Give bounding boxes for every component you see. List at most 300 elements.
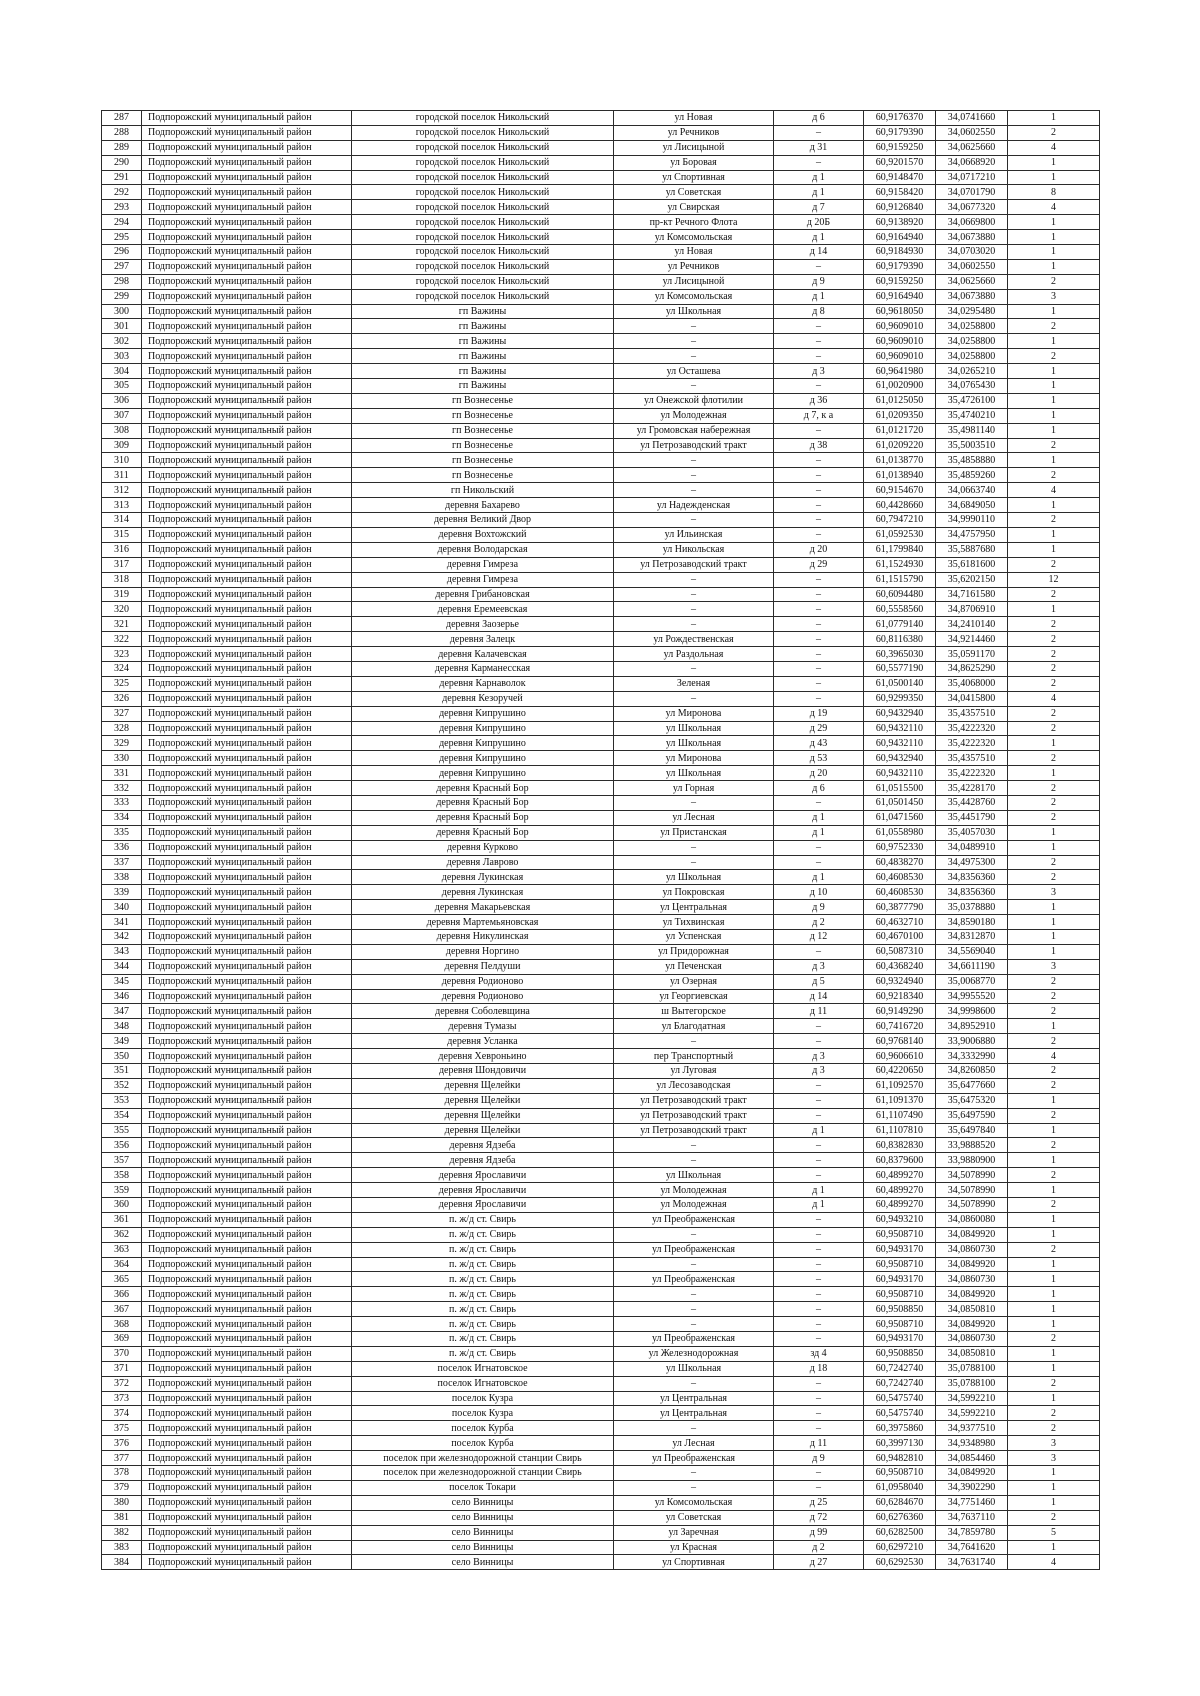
street-cell: ул Луговая — [614, 1064, 774, 1079]
table-row — [102, 364, 1100, 379]
table-row — [102, 885, 1100, 900]
street-cell: ул Лисицыной — [614, 140, 774, 155]
longitude-cell: 34,0602550 — [936, 259, 1008, 274]
table-row — [102, 393, 1100, 408]
house-cell: д 43 — [774, 736, 864, 751]
row-number: 293 — [102, 200, 142, 215]
count-cell: 2 — [1008, 513, 1100, 528]
house-cell: д 6 — [774, 111, 864, 126]
house-cell: д 20Б — [774, 215, 864, 230]
locality-cell: село Винницы — [352, 1540, 614, 1555]
locality-cell: городской поселок Никольский — [352, 230, 614, 245]
table-row — [102, 751, 1100, 766]
table-row — [102, 483, 1100, 498]
latitude-cell: 61,0779140 — [864, 617, 936, 632]
locality-cell: деревня Вохтожский — [352, 527, 614, 542]
count-cell: 2 — [1008, 587, 1100, 602]
street-cell: ул Спортивная — [614, 170, 774, 185]
district-cell: Подпорожский муниципальный район — [142, 125, 352, 140]
table-row — [102, 200, 1100, 215]
count-cell: 1 — [1008, 840, 1100, 855]
district-cell: Подпорожский муниципальный район — [142, 1480, 352, 1495]
locality-cell: п. ж/д ст. Свирь — [352, 1302, 614, 1317]
table-row — [102, 736, 1100, 751]
table-row — [102, 1302, 1100, 1317]
locality-cell: деревня Родионово — [352, 974, 614, 989]
longitude-cell: 35,4357510 — [936, 706, 1008, 721]
latitude-cell: 60,9126840 — [864, 200, 936, 215]
table-row — [102, 557, 1100, 572]
table-row — [102, 423, 1100, 438]
house-cell: – — [774, 453, 864, 468]
count-cell: 2 — [1008, 1034, 1100, 1049]
street-cell: – — [614, 1466, 774, 1481]
house-cell: – — [774, 1391, 864, 1406]
latitude-cell: 60,9324940 — [864, 974, 936, 989]
latitude-cell: 60,9609010 — [864, 319, 936, 334]
house-cell: – — [774, 1227, 864, 1242]
street-cell: – — [614, 1153, 774, 1168]
count-cell: 1 — [1008, 1495, 1100, 1510]
table-row — [102, 468, 1100, 483]
row-number: 378 — [102, 1466, 142, 1481]
street-cell: – — [614, 1421, 774, 1436]
longitude-cell: 34,0850810 — [936, 1302, 1008, 1317]
longitude-cell: 34,3902290 — [936, 1480, 1008, 1495]
street-cell: ул Лесозаводская — [614, 1078, 774, 1093]
count-cell: 2 — [1008, 1108, 1100, 1123]
count-cell: 4 — [1008, 1049, 1100, 1064]
latitude-cell: 60,9176370 — [864, 111, 936, 126]
table-row — [102, 1346, 1100, 1361]
street-cell: – — [614, 855, 774, 870]
locality-cell: деревня Красный Бор — [352, 810, 614, 825]
district-cell: Подпорожский муниципальный район — [142, 1466, 352, 1481]
table-row — [102, 1317, 1100, 1332]
latitude-cell: 60,9493210 — [864, 1212, 936, 1227]
locality-cell: поселок Кузра — [352, 1406, 614, 1421]
count-cell: 2 — [1008, 974, 1100, 989]
longitude-cell: 34,0703020 — [936, 245, 1008, 260]
row-number: 372 — [102, 1376, 142, 1391]
locality-cell: городской поселок Никольский — [352, 185, 614, 200]
row-number: 341 — [102, 915, 142, 930]
locality-cell: городской поселок Никольский — [352, 155, 614, 170]
count-cell: 1 — [1008, 736, 1100, 751]
house-cell: – — [774, 647, 864, 662]
locality-cell: городской поселок Никольский — [352, 140, 614, 155]
district-cell: Подпорожский муниципальный район — [142, 676, 352, 691]
table-row — [102, 929, 1100, 944]
district-cell: Подпорожский муниципальный район — [142, 706, 352, 721]
street-cell: ул Комсомольская — [614, 289, 774, 304]
latitude-cell: 60,5558560 — [864, 602, 936, 617]
locality-cell: деревня Пелдуши — [352, 959, 614, 974]
latitude-cell: 60,3975860 — [864, 1421, 936, 1436]
longitude-cell: 34,9990110 — [936, 513, 1008, 528]
table-row — [102, 1272, 1100, 1287]
count-cell: 1 — [1008, 1287, 1100, 1302]
count-cell: 2 — [1008, 125, 1100, 140]
locality-cell: деревня Красный Бор — [352, 781, 614, 796]
latitude-cell: 60,4608530 — [864, 885, 936, 900]
street-cell: – — [614, 1480, 774, 1495]
table-row — [102, 1466, 1100, 1481]
table-row — [102, 602, 1100, 617]
district-cell: Подпорожский муниципальный район — [142, 825, 352, 840]
table-row — [102, 661, 1100, 676]
latitude-cell: 61,0209220 — [864, 438, 936, 453]
count-cell: 4 — [1008, 691, 1100, 706]
count-cell: 1 — [1008, 170, 1100, 185]
row-number: 288 — [102, 125, 142, 140]
district-cell: Подпорожский муниципальный район — [142, 364, 352, 379]
count-cell: 2 — [1008, 1198, 1100, 1213]
street-cell: ул Преображенская — [614, 1212, 774, 1227]
row-number: 309 — [102, 438, 142, 453]
district-cell: Подпорожский муниципальный район — [142, 1555, 352, 1570]
latitude-cell: 60,7947210 — [864, 513, 936, 528]
longitude-cell: 34,7631740 — [936, 1555, 1008, 1570]
latitude-cell: 61,0138770 — [864, 453, 936, 468]
longitude-cell: 34,0741660 — [936, 111, 1008, 126]
longitude-cell: 34,6849050 — [936, 498, 1008, 513]
house-cell: д 20 — [774, 766, 864, 781]
row-number: 369 — [102, 1332, 142, 1347]
row-number: 315 — [102, 527, 142, 542]
street-cell: – — [614, 468, 774, 483]
locality-cell: поселок Игнатовское — [352, 1376, 614, 1391]
row-number: 307 — [102, 408, 142, 423]
count-cell: 1 — [1008, 915, 1100, 930]
row-number: 384 — [102, 1555, 142, 1570]
street-cell: ул Лесная — [614, 1436, 774, 1451]
locality-cell: деревня Заозерье — [352, 617, 614, 632]
row-number: 301 — [102, 319, 142, 334]
locality-cell: п. ж/д ст. Свирь — [352, 1332, 614, 1347]
locality-cell: деревня Ядзеба — [352, 1138, 614, 1153]
table-row — [102, 1004, 1100, 1019]
table-row — [102, 691, 1100, 706]
table-row — [102, 1064, 1100, 1079]
count-cell: 1 — [1008, 453, 1100, 468]
house-cell: – — [774, 602, 864, 617]
table-row — [102, 408, 1100, 423]
house-cell: – — [774, 1287, 864, 1302]
district-cell: Подпорожский муниципальный район — [142, 513, 352, 528]
locality-cell: п. ж/д ст. Свирь — [352, 1287, 614, 1302]
locality-cell: деревня Макарьевская — [352, 900, 614, 915]
table-row — [102, 513, 1100, 528]
house-cell: – — [774, 483, 864, 498]
table-row — [102, 587, 1100, 602]
street-cell: – — [614, 572, 774, 587]
longitude-cell: 34,0701790 — [936, 185, 1008, 200]
latitude-cell: 61,0471560 — [864, 810, 936, 825]
count-cell: 2 — [1008, 1510, 1100, 1525]
district-cell: Подпорожский муниципальный район — [142, 602, 352, 617]
district-cell: Подпорожский муниципальный район — [142, 572, 352, 587]
district-cell: Подпорожский муниципальный район — [142, 1317, 352, 1332]
longitude-cell: 35,4357510 — [936, 751, 1008, 766]
street-cell: ул Школьная — [614, 721, 774, 736]
locality-cell: село Винницы — [352, 1555, 614, 1570]
count-cell: 1 — [1008, 1346, 1100, 1361]
table-row — [102, 840, 1100, 855]
longitude-cell: 34,0625660 — [936, 140, 1008, 155]
street-cell: ул Онежской флотилии — [614, 393, 774, 408]
district-cell: Подпорожский муниципальный район — [142, 557, 352, 572]
district-cell: Подпорожский муниципальный район — [142, 587, 352, 602]
count-cell: 1 — [1008, 334, 1100, 349]
longitude-cell: 35,0378880 — [936, 900, 1008, 915]
locality-cell: деревня Кипрушино — [352, 721, 614, 736]
count-cell: 2 — [1008, 319, 1100, 334]
row-number: 359 — [102, 1183, 142, 1198]
longitude-cell: 34,7751460 — [936, 1495, 1008, 1510]
district-cell: Подпорожский муниципальный район — [142, 1242, 352, 1257]
district-cell: Подпорожский муниципальный район — [142, 1049, 352, 1064]
locality-cell: городской поселок Никольский — [352, 274, 614, 289]
locality-cell: деревня Тумазы — [352, 1019, 614, 1034]
street-cell: ул Новая — [614, 111, 774, 126]
locality-cell: гп Важины — [352, 379, 614, 394]
latitude-cell: 61,0121720 — [864, 423, 936, 438]
locality-cell: село Винницы — [352, 1495, 614, 1510]
district-cell: Подпорожский муниципальный район — [142, 632, 352, 647]
table-row — [102, 721, 1100, 736]
row-number: 373 — [102, 1391, 142, 1406]
longitude-cell: 33,9888520 — [936, 1138, 1008, 1153]
count-cell: 1 — [1008, 245, 1100, 260]
row-number: 299 — [102, 289, 142, 304]
district-cell: Подпорожский муниципальный район — [142, 855, 352, 870]
house-cell: – — [774, 527, 864, 542]
row-number: 333 — [102, 795, 142, 810]
longitude-cell: 34,8590180 — [936, 915, 1008, 930]
district-cell: Подпорожский муниципальный район — [142, 1302, 352, 1317]
count-cell: 2 — [1008, 468, 1100, 483]
street-cell: – — [614, 617, 774, 632]
longitude-cell: 34,0673880 — [936, 289, 1008, 304]
house-cell: – — [774, 1212, 864, 1227]
longitude-cell: 34,0258800 — [936, 334, 1008, 349]
row-number: 318 — [102, 572, 142, 587]
district-cell: Подпорожский муниципальный район — [142, 498, 352, 513]
longitude-cell: 35,4981140 — [936, 423, 1008, 438]
count-cell: 1 — [1008, 1466, 1100, 1481]
row-number: 305 — [102, 379, 142, 394]
district-cell: Подпорожский муниципальный район — [142, 1093, 352, 1108]
row-number: 322 — [102, 632, 142, 647]
count-cell: 1 — [1008, 1227, 1100, 1242]
district-cell: Подпорожский муниципальный район — [142, 795, 352, 810]
district-cell: Подпорожский муниципальный район — [142, 1540, 352, 1555]
longitude-cell: 34,5569040 — [936, 944, 1008, 959]
longitude-cell: 34,5992210 — [936, 1391, 1008, 1406]
street-cell: ул Петрозаводский тракт — [614, 1108, 774, 1123]
count-cell: 2 — [1008, 1004, 1100, 1019]
district-cell: Подпорожский муниципальный район — [142, 1525, 352, 1540]
count-cell: 1 — [1008, 1212, 1100, 1227]
latitude-cell: 60,9184930 — [864, 245, 936, 260]
street-cell: ул Миронова — [614, 706, 774, 721]
locality-cell: п. ж/д ст. Свирь — [352, 1317, 614, 1332]
row-number: 328 — [102, 721, 142, 736]
district-cell: Подпорожский муниципальный район — [142, 542, 352, 557]
row-number: 358 — [102, 1168, 142, 1183]
district-cell: Подпорожский муниципальный район — [142, 408, 352, 423]
locality-cell: городской поселок Никольский — [352, 200, 614, 215]
table-row — [102, 274, 1100, 289]
table-row — [102, 974, 1100, 989]
district-cell: Подпорожский муниципальный район — [142, 840, 352, 855]
count-cell: 2 — [1008, 1376, 1100, 1391]
longitude-cell: 35,4451790 — [936, 810, 1008, 825]
row-number: 292 — [102, 185, 142, 200]
longitude-cell: 34,0663740 — [936, 483, 1008, 498]
street-cell: ул Раздольная — [614, 647, 774, 662]
district-cell: Подпорожский муниципальный район — [142, 1034, 352, 1049]
row-number: 347 — [102, 1004, 142, 1019]
table-row — [102, 1451, 1100, 1466]
street-cell: ул Успенская — [614, 929, 774, 944]
district-cell: Подпорожский муниципальный район — [142, 111, 352, 126]
row-number: 357 — [102, 1153, 142, 1168]
table-row — [102, 900, 1100, 915]
latitude-cell: 60,9218340 — [864, 989, 936, 1004]
street-cell: ул Благодатная — [614, 1019, 774, 1034]
district-cell: Подпорожский муниципальный район — [142, 1198, 352, 1213]
locality-cell: деревня Кипрушино — [352, 751, 614, 766]
row-number: 367 — [102, 1302, 142, 1317]
table-row — [102, 1153, 1100, 1168]
count-cell: 1 — [1008, 423, 1100, 438]
count-cell: 2 — [1008, 1138, 1100, 1153]
row-number: 298 — [102, 274, 142, 289]
house-cell: – — [774, 349, 864, 364]
street-cell: – — [614, 587, 774, 602]
row-number: 350 — [102, 1049, 142, 1064]
street-cell: ул Железнодорожная — [614, 1346, 774, 1361]
row-number: 346 — [102, 989, 142, 1004]
street-cell: ул Петрозаводский тракт — [614, 1123, 774, 1138]
longitude-cell: 35,0068770 — [936, 974, 1008, 989]
longitude-cell: 35,5887680 — [936, 542, 1008, 557]
longitude-cell: 34,9377510 — [936, 1421, 1008, 1436]
table-row — [102, 810, 1100, 825]
district-cell: Подпорожский муниципальный район — [142, 691, 352, 706]
count-cell: 2 — [1008, 676, 1100, 691]
count-cell: 1 — [1008, 364, 1100, 379]
latitude-cell: 61,1091370 — [864, 1093, 936, 1108]
street-cell: ул Речников — [614, 259, 774, 274]
locality-cell: деревня Кипрушино — [352, 736, 614, 751]
house-cell: д 1 — [774, 825, 864, 840]
longitude-cell: 34,4975300 — [936, 855, 1008, 870]
longitude-cell: 34,9955520 — [936, 989, 1008, 1004]
house-cell: – — [774, 498, 864, 513]
count-cell: 1 — [1008, 379, 1100, 394]
district-cell: Подпорожский муниципальный район — [142, 423, 352, 438]
latitude-cell: 61,1092570 — [864, 1078, 936, 1093]
latitude-cell: 60,9179390 — [864, 125, 936, 140]
latitude-cell: 60,9154670 — [864, 483, 936, 498]
locality-cell: деревня Шондовичи — [352, 1064, 614, 1079]
row-number: 332 — [102, 781, 142, 796]
row-number: 382 — [102, 1525, 142, 1540]
district-cell: Подпорожский муниципальный район — [142, 989, 352, 1004]
locality-cell: деревня Лаврово — [352, 855, 614, 870]
latitude-cell: 60,9508710 — [864, 1257, 936, 1272]
latitude-cell: 60,9768140 — [864, 1034, 936, 1049]
district-cell: Подпорожский муниципальный район — [142, 915, 352, 930]
longitude-cell: 33,9880900 — [936, 1153, 1008, 1168]
count-cell: 1 — [1008, 1391, 1100, 1406]
district-cell: Подпорожский муниципальный район — [142, 304, 352, 319]
count-cell: 2 — [1008, 795, 1100, 810]
row-number: 320 — [102, 602, 142, 617]
latitude-cell: 60,4220650 — [864, 1064, 936, 1079]
latitude-cell: 60,6284670 — [864, 1495, 936, 1510]
latitude-cell: 61,1524930 — [864, 557, 936, 572]
district-cell: Подпорожский муниципальный район — [142, 200, 352, 215]
latitude-cell: 60,4608530 — [864, 870, 936, 885]
street-cell: ул Школьная — [614, 304, 774, 319]
district-cell: Подпорожский муниципальный район — [142, 1510, 352, 1525]
row-number: 321 — [102, 617, 142, 632]
table-row — [102, 304, 1100, 319]
district-cell: Подпорожский муниципальный район — [142, 1183, 352, 1198]
locality-cell: п. ж/д ст. Свирь — [352, 1257, 614, 1272]
row-number: 338 — [102, 870, 142, 885]
count-cell: 1 — [1008, 1093, 1100, 1108]
count-cell: 1 — [1008, 1183, 1100, 1198]
latitude-cell: 60,6292530 — [864, 1555, 936, 1570]
longitude-cell: 34,0860730 — [936, 1332, 1008, 1347]
district-cell: Подпорожский муниципальный район — [142, 140, 352, 155]
row-number: 375 — [102, 1421, 142, 1436]
count-cell: 1 — [1008, 155, 1100, 170]
row-number: 377 — [102, 1451, 142, 1466]
table-row — [102, 215, 1100, 230]
table-row — [102, 1168, 1100, 1183]
house-cell: – — [774, 795, 864, 810]
longitude-cell: 34,0849920 — [936, 1257, 1008, 1272]
row-number: 362 — [102, 1227, 142, 1242]
row-number: 330 — [102, 751, 142, 766]
latitude-cell: 60,5577190 — [864, 661, 936, 676]
longitude-cell: 34,0415800 — [936, 691, 1008, 706]
row-number: 294 — [102, 215, 142, 230]
district-cell: Подпорожский муниципальный район — [142, 721, 352, 736]
latitude-cell: 61,0125050 — [864, 393, 936, 408]
longitude-cell: 34,0850810 — [936, 1346, 1008, 1361]
street-cell: ул Никольская — [614, 542, 774, 557]
locality-cell: поселок при железнодорожной станции Свирь — [352, 1451, 614, 1466]
row-number: 312 — [102, 483, 142, 498]
table-row — [102, 125, 1100, 140]
district-cell: Подпорожский муниципальный район — [142, 1078, 352, 1093]
row-number: 379 — [102, 1480, 142, 1495]
row-number: 380 — [102, 1495, 142, 1510]
street-cell: ул Комсомольская — [614, 230, 774, 245]
street-cell: ул Центральная — [614, 1406, 774, 1421]
street-cell: ул Преображенская — [614, 1451, 774, 1466]
locality-cell: деревня Еремеевская — [352, 602, 614, 617]
latitude-cell: 61,1515790 — [864, 572, 936, 587]
longitude-cell: 34,7859780 — [936, 1525, 1008, 1540]
